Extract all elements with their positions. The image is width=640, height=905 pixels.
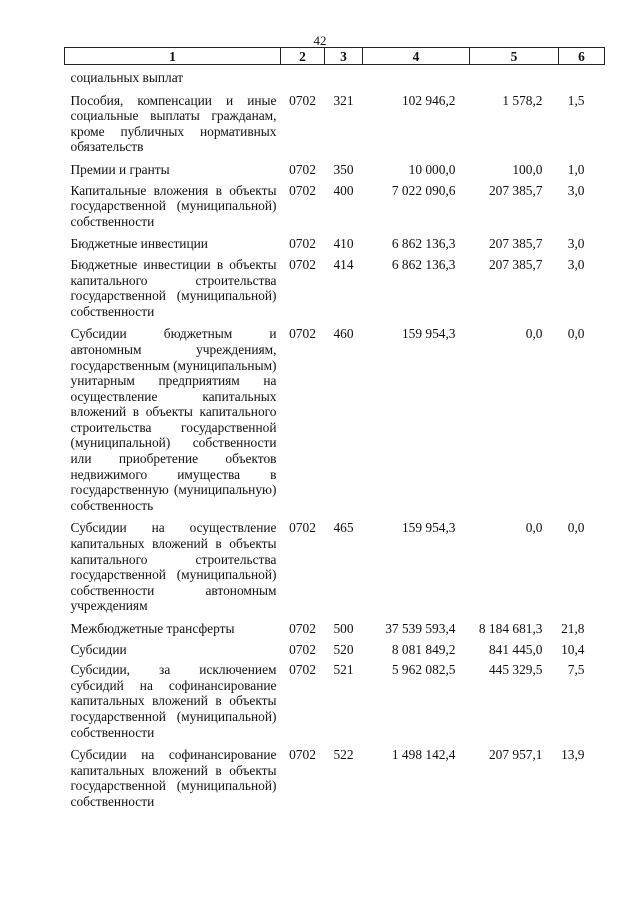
- row-actual-value: 8 184 681,3: [478, 621, 543, 636]
- column-header-6: 6: [559, 48, 605, 65]
- row-percent: 0,0: [567, 520, 585, 536]
- row-section-code: 0702: [289, 161, 316, 177]
- row-percent: 1,0: [567, 161, 585, 177]
- row-name: Субсидии на осуществление капитальных вложений в объекты капитального строительства государственной (муниципальной) собственности автономным учреждениям: [70, 520, 277, 614]
- row-section-code: 0702: [289, 92, 316, 108]
- row-actual-value: 0,0: [525, 520, 543, 536]
- row-percent: 7,5: [567, 662, 585, 678]
- row-name: Субсидии бюджетным и автономным учреждениям, государственным (муниципальным) унитарным предприятиям на осуществление капитальных вложений в объекты капитального строительства государственной (муниципальной) собственности или приобретение объектов недвижимого имущества в государственную (муниципальную) собственность: [70, 326, 277, 513]
- row-planned-value: 10 000,0: [408, 161, 456, 177]
- row-section-code: 0702: [289, 662, 316, 678]
- row-planned-value: [363, 65, 470, 86]
- row-planned-value: 159 954,3: [401, 326, 456, 342]
- row-type-code: 521: [333, 662, 354, 678]
- column-header-4: 4: [363, 48, 470, 65]
- table-row: [65, 614, 605, 637]
- table-row: [65, 65, 605, 86]
- row-name: Бюджетные инвестиции в объекты капитального строительства государственной (муниципальной) собственности: [70, 256, 277, 319]
- row-type-code: 460: [333, 326, 354, 342]
- row-percent: 3,0: [567, 236, 585, 252]
- row-percent: 13,9: [561, 747, 585, 763]
- row-section-code: [281, 65, 325, 86]
- row-actual-value: 207 385,7: [488, 182, 543, 198]
- table-row: [65, 252, 605, 319]
- row-actual-value: 100,0: [512, 161, 543, 177]
- row-actual-value: [470, 65, 559, 86]
- row-percent: 0,0: [567, 326, 585, 342]
- row-type-code: 520: [333, 641, 354, 657]
- row-planned-value: 6 862 136,3: [391, 256, 456, 272]
- row-name: Капитальные вложения в объекты государственной (муниципальной) собственности: [70, 182, 277, 229]
- row-type-code: 500: [333, 621, 354, 636]
- row-percent: [559, 65, 605, 86]
- row-planned-value: 159 954,3: [401, 520, 456, 536]
- row-section-code: 0702: [289, 621, 316, 636]
- row-percent: 21,8: [561, 621, 585, 636]
- row-planned-value: 102 946,2: [401, 92, 456, 108]
- row-type-code: 522: [333, 747, 354, 763]
- row-name: Премии и гранты: [70, 161, 170, 177]
- row-type-code: 414: [333, 256, 354, 272]
- table-row: [65, 178, 605, 230]
- table-row: [65, 513, 605, 614]
- row-type-code: 400: [333, 182, 354, 198]
- row-name: Бюджетные инвестиции: [70, 236, 208, 252]
- row-planned-value: 1 498 142,4: [391, 747, 456, 763]
- row-percent: 1,5: [567, 92, 585, 108]
- row-section-code: 0702: [289, 747, 316, 763]
- row-actual-value: 207 385,7: [488, 236, 543, 252]
- budget-table-container: [64, 47, 604, 810]
- table-row: [65, 155, 605, 178]
- row-name: Субсидии: [70, 641, 127, 657]
- row-name: Пособия, компенсации и иные социальные выплаты гражданам, кроме публичных нормативных обязательств: [70, 92, 277, 155]
- row-planned-value: 5 962 082,5: [391, 662, 456, 678]
- row-type-code: 350: [333, 161, 354, 177]
- column-header-1: 1: [65, 48, 281, 65]
- row-actual-value: 207 957,1: [488, 747, 543, 763]
- row-planned-value: 6 862 136,3: [391, 236, 456, 252]
- row-type-code: 321: [333, 92, 354, 108]
- row-section-code: 0702: [289, 326, 316, 342]
- row-name: Субсидии, за исключением субсидий на софинансирование капитальных вложений в объекты государственной (муниципальной) собственности: [70, 662, 277, 740]
- table-header: [65, 48, 605, 65]
- row-name: Межбюджетные трансферты: [70, 621, 235, 636]
- row-planned-value: 8 081 849,2: [391, 641, 456, 657]
- table-body: [65, 65, 605, 810]
- row-actual-value: 841 445,0: [488, 641, 543, 657]
- row-section-code: 0702: [289, 641, 316, 657]
- row-planned-value: 37 539 593,4: [385, 621, 456, 636]
- row-name: Субсидии на софинансирование капитальных вложений в объекты государственной (муниципальной) собственности: [70, 747, 277, 809]
- column-header-5: 5: [470, 48, 559, 65]
- table-row: [65, 229, 605, 252]
- row-percent: 3,0: [567, 182, 585, 198]
- budget-table: [64, 47, 605, 810]
- column-header-2: 2: [281, 48, 325, 65]
- row-section-code: 0702: [289, 182, 316, 198]
- row-section-code: 0702: [289, 236, 316, 252]
- row-type-code: 465: [333, 520, 354, 536]
- table-row: [65, 657, 605, 740]
- row-type-code: [325, 65, 363, 86]
- table-row: [65, 86, 605, 155]
- row-actual-value: 207 385,7: [488, 256, 543, 272]
- row-section-code: 0702: [289, 256, 316, 272]
- row-actual-value: 0,0: [525, 326, 543, 342]
- row-percent: 3,0: [567, 256, 585, 272]
- table-row: [65, 637, 605, 658]
- column-header-3: 3: [325, 48, 363, 65]
- page-number: 42: [313, 33, 327, 48]
- row-section-code: 0702: [289, 520, 316, 536]
- row-type-code: 410: [333, 236, 354, 252]
- row-name: социальных выплат: [70, 70, 184, 85]
- row-actual-value: 1 578,2: [502, 92, 543, 108]
- table-row: [65, 319, 605, 513]
- row-planned-value: 7 022 090,6: [391, 182, 456, 198]
- row-percent: 10,4: [561, 641, 585, 657]
- table-row: [65, 740, 605, 809]
- row-actual-value: 445 329,5: [488, 662, 543, 678]
